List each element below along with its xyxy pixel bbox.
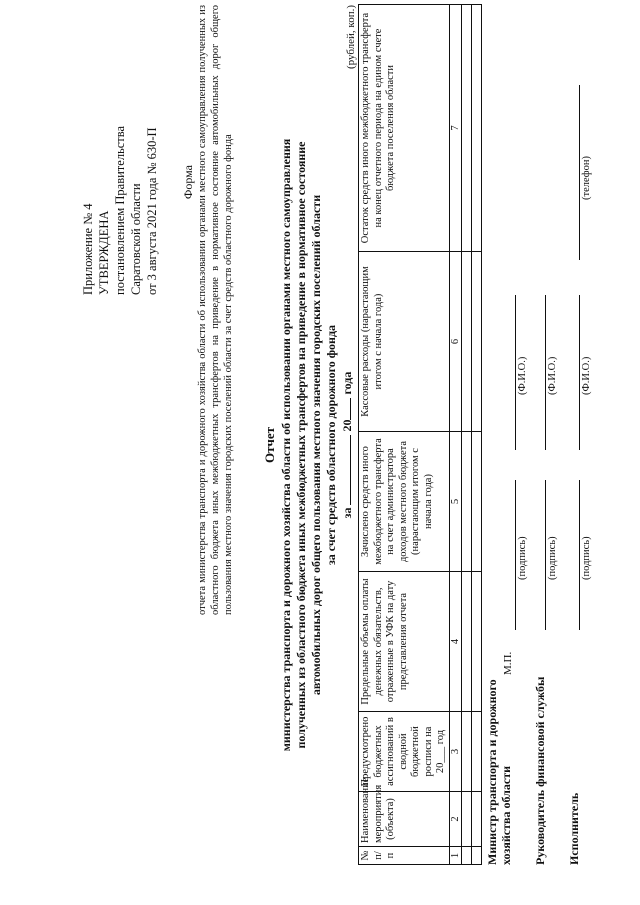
appendix-number: Приложение № 4 [81,203,95,295]
table-cell [471,847,481,865]
report-line-3: автомобильных дорог общего пользования местного значения городских поселений области [309,194,323,696]
table-cell [461,712,471,792]
minister-signature-line [503,480,516,630]
decree-date-line: от 3 августа 2021 года № 630-П [145,127,159,295]
table-cell [471,5,481,252]
header-cash-expenses: Кассовые расходы (нарастающим итогом с начала года) [359,252,450,432]
finance-name-line [533,295,546,450]
period-blank [339,435,351,505]
year-blank [339,398,351,420]
table-cell [471,792,481,847]
units-label: (рублей, коп.) [345,5,357,70]
executor-title: Исполнитель [567,792,581,865]
header-credited: Зачислено средств иного межбюджетного трансферта на счет администратора доходов местного бюджета (нарастающим итогом с начала года) [359,432,450,572]
finance-name-caption: (Ф.И.О.) [547,356,558,395]
table-cell [471,432,481,572]
approved-by-line: постановлением Правительства [113,125,127,295]
column-number: 6 [449,252,461,432]
report-line-1: министерства транспорта и дорожного хозяйства области об использовании органами местного самоуправления [279,138,293,752]
minister-name-caption: (Ф.И.О.) [517,356,528,395]
table-empty-row [461,5,471,865]
table-cell [471,572,481,712]
report-table [358,4,482,865]
column-number: 3 [449,712,461,792]
table-cell [471,712,481,792]
report-period [339,35,355,855]
finance-signature-caption: (подпись) [547,536,558,580]
minister-title: Министр транспорта и дорожного хозяйства области [485,679,513,865]
finance-head-title: Руководитель финансовой службы [533,676,547,865]
executor-name-caption: (Ф.И.О.) [581,356,592,395]
report-line-2: полученных из областного бюджета иных межбюджетных трансфертов на приведение в нормативное состояние [294,141,308,749]
table-column-numbers-row [449,5,461,865]
table-cell [461,572,471,712]
executor-phone-line [567,85,580,260]
table-cell [461,792,471,847]
column-number: 1 [449,847,461,865]
table-cell [461,847,471,865]
table-cell [461,5,471,252]
table-cell [471,252,481,432]
table-empty-row [471,5,481,865]
report-heading [262,35,355,855]
minister-name-line [503,295,516,450]
region-line: Саратовской области [129,183,143,295]
report-line-4: за счет средств областного дорожного фонда [324,324,338,566]
period-suffix: года [340,371,354,395]
period-year-prefix: 20 [340,419,354,432]
column-number: 5 [449,432,461,572]
table-cell [461,252,471,432]
minister-signature-caption: (подпись) [517,536,528,580]
form-description [182,5,235,615]
header-limits: Предельные объемы оплаты денежных обязательств, отраженные в УФК на дату представления отчета [359,572,450,712]
column-number: 2 [449,792,461,847]
executor-name-line [567,295,580,450]
approval-block [80,35,160,295]
period-prefix: за [340,507,354,519]
table-cell [461,432,471,572]
executor-phone-caption: (телефон) [581,156,592,200]
finance-signature-line [533,480,546,630]
form-title: Форма [181,165,195,200]
table-header-row [359,5,450,865]
header-name: Наименование мероприятия (объекта) [359,792,450,847]
form-text: отчета министерства транспорта и дорожного хозяйства области об использовании органами местного самоуправления полученных из областного бюджета иных межбюджетных трансфертов на приведение в нормативное состояние автомобильных дорог общего пользования местного значения городских поселений области за счет средств областного дорожного фонда [197,5,234,615]
header-balance: Остаток средств иного межбюджетного трансферта на конец отчетного периода на едином счете бюджета поселения области [359,5,450,252]
executor-signature-caption: (подпись) [581,536,592,580]
approved-label: УТВЕРЖДЕНА [97,210,111,295]
stamp-label: М.П. [502,651,514,675]
header-planned: Предусмотрено бюджетных ассигнований в сводной бюджетной росписи на 20___ год [359,712,450,792]
column-number: 4 [449,572,461,712]
column-number: 7 [449,5,461,252]
executor-signature-line [567,480,580,630]
header-number: № п/п [359,847,450,865]
report-title: Отчет [262,427,277,463]
